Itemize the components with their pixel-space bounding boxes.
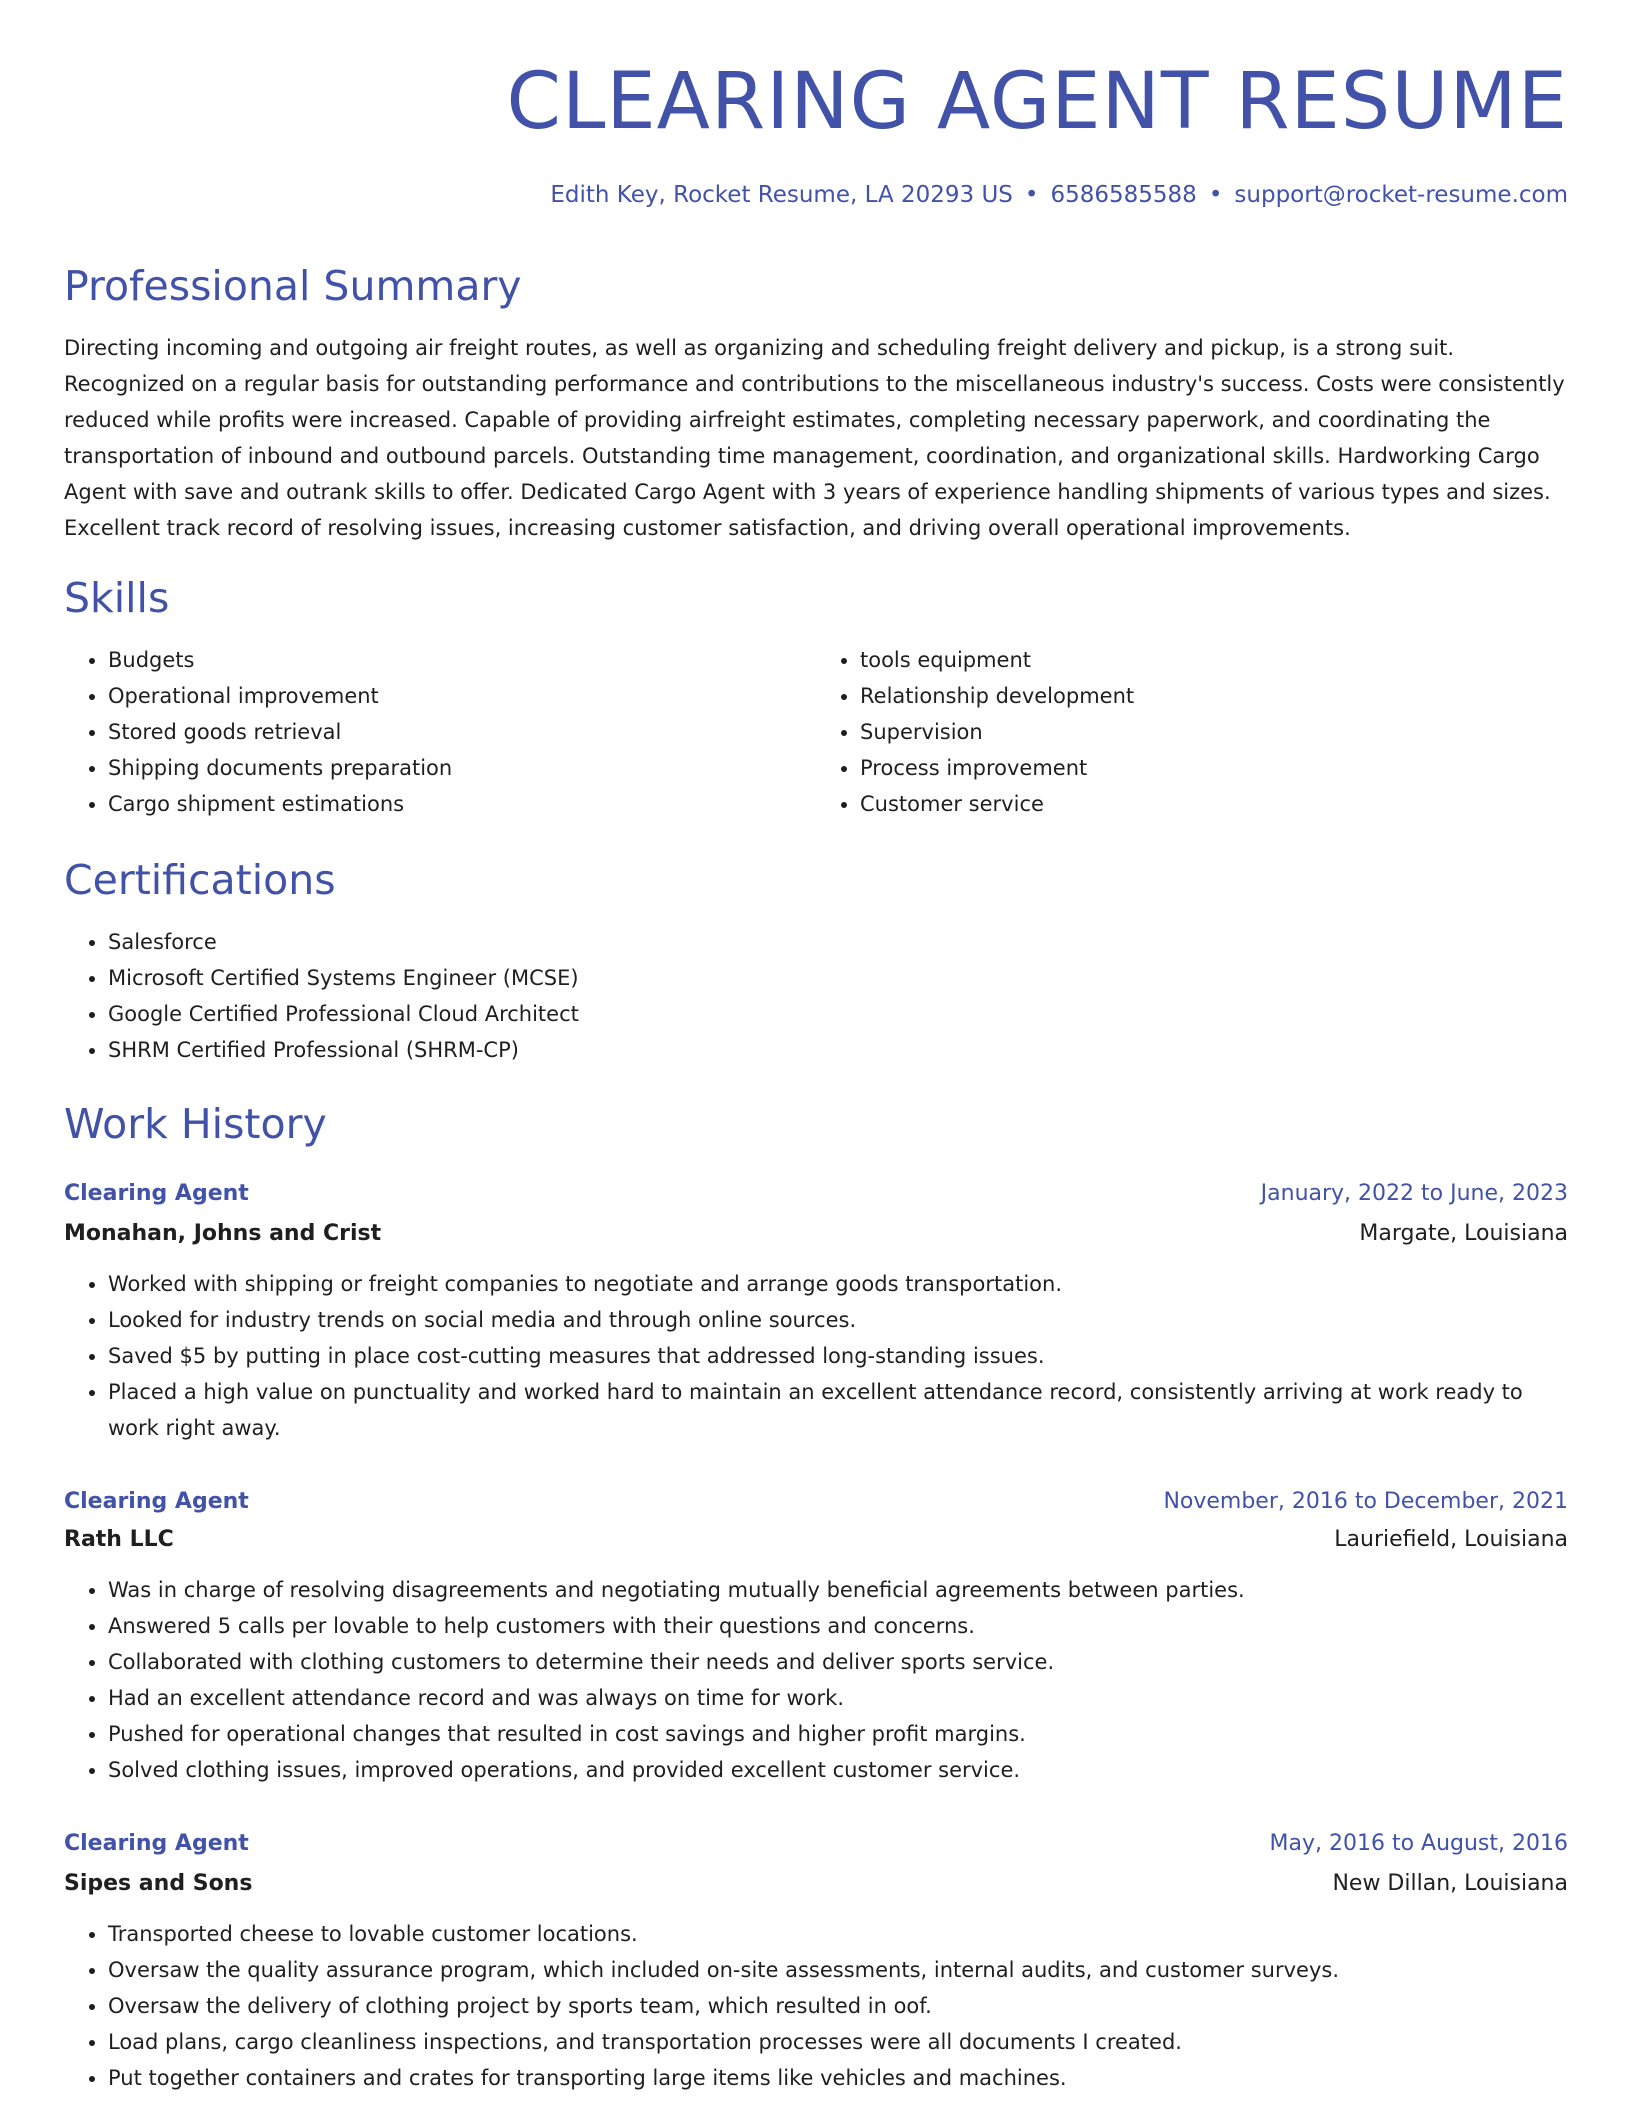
summary-text: Directing incoming and outgoing air freight routes, as well as organizing and scheduling freight delivery and pickup, is a strong suit. Recognized on a regular basis for outstanding performance and contributions to the miscellaneous industry's success. Costs were consistently reduced while profits were increased. Capable of providing airfreight estimates, completing necessary paperwork, and coordinating the transportation of inbound and outbound parcels. Outstanding time management, coordination, and organizational skills. Hardworking Cargo Agent with save and outrank skills to offer. Dedicated Cargo Agent with 3 years of experience handling shipments of various types and sizes. Excellent track record of resolving issues, increasing customer satisfaction, and driving overall operational improvements. — [64, 336, 1565, 540]
contact-line — [550, 178, 1568, 212]
contact-email[interactable]: support@rocket-resume.com — [1234, 182, 1568, 208]
job-dates: January, 2022 to June, 2023 — [1260, 1181, 1568, 1206]
skill-item: • Process improvement — [860, 750, 1568, 786]
job-bullets — [64, 1266, 1568, 1446]
job-bullet: • Looked for industry trends on social media and through online sources. — [108, 1302, 1568, 1338]
certification-item: • Salesforce — [108, 924, 1568, 960]
job-bullet: • Put together containers and crates for transporting large items like vehicles and machines. — [108, 2060, 1568, 2096]
job-header — [64, 1176, 1568, 1212]
skills-list-right — [816, 642, 1568, 822]
contact-address: Edith Key, Rocket Resume, LA 20293 US — [550, 182, 1013, 208]
certifications-heading: Certifications — [64, 856, 336, 904]
job-bullets — [64, 1916, 1568, 2096]
contact-phone: 6586585588 — [1050, 182, 1197, 208]
skill-item: • Cargo shipment estimations — [108, 786, 816, 822]
contact-separator: • — [1208, 182, 1223, 208]
job-location: Lauriefield, Louisiana — [1334, 1527, 1568, 1552]
job-entry — [64, 1484, 1568, 1788]
job-bullet: • Answered 5 calls per lovable to help customers with their questions and concerns. — [108, 1608, 1568, 1644]
skill-item: • Budgets — [108, 642, 816, 678]
job-title: Clearing Agent — [64, 1489, 249, 1514]
skills-heading: Skills — [64, 574, 170, 622]
certifications-list — [64, 924, 1568, 1068]
job-bullet: • Transported cheese to lovable customer locations. — [108, 1916, 1568, 1952]
skill-item: • Shipping documents preparation — [108, 750, 816, 786]
job-subheader — [64, 1866, 1568, 1902]
job-bullet: • Collaborated with clothing customers to determine their needs and deliver sports service. — [108, 1644, 1568, 1680]
job-header — [64, 1826, 1568, 1862]
job-company: Rath LLC — [64, 1527, 174, 1552]
skill-item: • Customer service — [860, 786, 1568, 822]
certification-item: • SHRM Certified Professional (SHRM-CP) — [108, 1032, 1568, 1068]
job-subheader — [64, 1216, 1568, 1252]
job-title: Clearing Agent — [64, 1181, 249, 1206]
job-header — [64, 1484, 1568, 1520]
skill-item: • Supervision — [860, 714, 1568, 750]
job-bullet: • Had an excellent attendance record and was always on time for work. — [108, 1680, 1568, 1716]
contact-separator: • — [1024, 182, 1039, 208]
work-history-heading: Work History — [64, 1100, 327, 1148]
job-dates: May, 2016 to August, 2016 — [1269, 1831, 1568, 1856]
resume-title: CLEARING AGENT RESUME — [506, 57, 1568, 147]
job-company: Monahan, Johns and Crist — [64, 1221, 382, 1246]
job-location: New Dillan, Louisiana — [1332, 1871, 1568, 1896]
job-bullet: • Solved clothing issues, improved operations, and provided excellent customer service. — [108, 1752, 1568, 1788]
job-bullet: • Saved $5 by putting in place cost-cutting measures that addressed long-standing issues. — [108, 1338, 1568, 1374]
job-dates: November, 2016 to December, 2021 — [1163, 1489, 1568, 1514]
job-bullet: • Oversaw the delivery of clothing project by sports team, which resulted in oof. — [108, 1988, 1568, 2024]
skill-item: • Stored goods retrieval — [108, 714, 816, 750]
job-company: Sipes and Sons — [64, 1871, 253, 1896]
job-location: Margate, Louisiana — [1359, 1221, 1568, 1246]
skill-item: • tools equipment — [860, 642, 1568, 678]
skill-item: • Relationship development — [860, 678, 1568, 714]
certification-item: • Google Certified Professional Cloud Architect — [108, 996, 1568, 1032]
job-bullet: • Worked with shipping or freight companies to negotiate and arrange goods transportation. — [108, 1266, 1568, 1302]
job-bullet: • Was in charge of resolving disagreements and negotiating mutually beneficial agreements between parties. — [108, 1572, 1568, 1608]
skill-item: • Operational improvement — [108, 678, 816, 714]
job-title: Clearing Agent — [64, 1831, 249, 1856]
job-bullets — [64, 1572, 1568, 1788]
job-entry — [64, 1826, 1568, 2096]
certification-item: • Microsoft Certified Systems Engineer (MCSE) — [108, 960, 1568, 996]
skills-grid — [64, 642, 1568, 822]
job-bullet: • Placed a high value on punctuality and worked hard to maintain an excellent attendance record, consistently arriving at work ready to work right away. — [108, 1374, 1568, 1446]
job-bullet: • Pushed for operational changes that resulted in cost savings and higher profit margins. — [108, 1716, 1568, 1752]
summary-heading: Professional Summary — [64, 262, 522, 310]
job-bullet: • Oversaw the quality assurance program, which included on-site assessments, internal audits, and customer surveys. — [108, 1952, 1568, 1988]
job-subheader — [64, 1522, 1568, 1558]
skills-list-left — [64, 642, 816, 822]
job-bullet: • Load plans, cargo cleanliness inspections, and transportation processes were all documents I created. — [108, 2024, 1568, 2060]
job-entry — [64, 1176, 1568, 1446]
